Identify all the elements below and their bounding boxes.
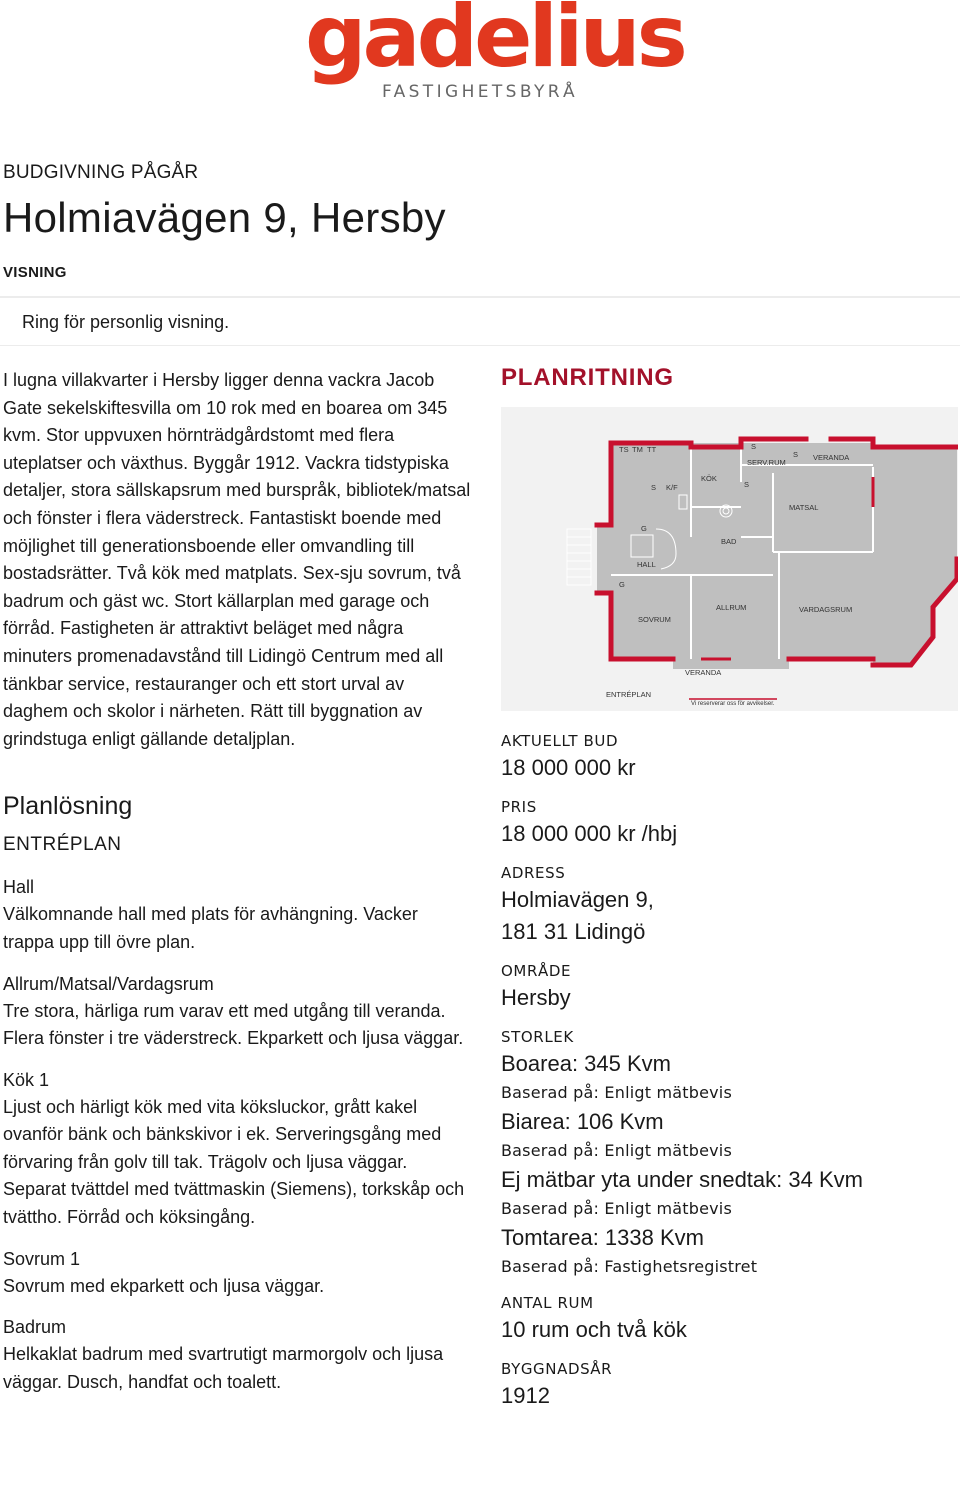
- fact-value: Ej mätbar yta under snedtak: 34 Kvm: [501, 1167, 863, 1192]
- fact-antal-rum: [501, 1292, 956, 1346]
- label-bad: BAD: [721, 537, 737, 546]
- room-name: Hall: [3, 877, 35, 898]
- brand-logo-wordmark: gadelius: [305, 0, 684, 87]
- room-name: Allrum/Matsal/Vardagsrum: [3, 973, 214, 994]
- label-tm: TM: [632, 445, 643, 454]
- fact-value: Tomtarea: 1338 Kvm: [501, 1225, 704, 1250]
- fact-value: Biarea: 106 Kvm: [501, 1109, 664, 1134]
- room-name: Sovrum 1: [3, 1248, 81, 1269]
- label-kf: K/F: [666, 483, 678, 492]
- divider: [0, 345, 960, 346]
- label-s: S: [793, 450, 799, 459]
- label-g: G: [619, 580, 625, 589]
- fact-source: Baserad på: Enligt mätbevis: [501, 1141, 732, 1160]
- label-veranda-bottom: VERANDA: [685, 668, 722, 677]
- room-description: Tre stora, härliga rum varav ett med utgång till veranda. Flera fönster i tre väderstreck. Ekparkett och ljusa väggar.: [3, 1000, 464, 1049]
- fact-byggnadsar: [501, 1358, 956, 1412]
- fact-source: Baserad på: Fastighetsregistret: [501, 1257, 758, 1276]
- room-item: [3, 1066, 473, 1232]
- label-kok: KÖK: [701, 474, 717, 483]
- fact-aktuellt-bud: [501, 730, 956, 784]
- label-allrum: ALLRUM: [716, 603, 747, 612]
- floor-heading: ENTRÉPLAN: [3, 834, 122, 856]
- label-ts: TS: [619, 445, 629, 454]
- page-title: Holmiavägen 9, Hersby: [3, 194, 446, 241]
- fact-label: STORLEK: [501, 1028, 574, 1046]
- label-matsal: MATSAL: [789, 503, 819, 512]
- fact-adress: [501, 862, 956, 948]
- planlosning-heading: Planlösning: [3, 792, 133, 821]
- fact-label: ANTAL RUM: [501, 1294, 594, 1312]
- room-name: Kök 1: [3, 1069, 50, 1090]
- room-description: Sovrum med ekparkett och ljusa väggar.: [3, 1275, 325, 1296]
- visning-label: VISNING: [3, 264, 67, 281]
- fact-label: AKTUELLT BUD: [501, 732, 619, 750]
- floor-area: [597, 443, 957, 669]
- planritning-heading: PLANRITNING: [501, 364, 674, 391]
- fact-value: 181 31 Lidingö: [501, 919, 646, 944]
- room-item: [3, 873, 473, 956]
- listing-status: BUDGIVNING PÅGÅR: [3, 162, 199, 183]
- label-hall: HALL: [637, 560, 656, 569]
- divider: [0, 296, 960, 298]
- room-item: [3, 970, 473, 1053]
- room-description: Helkaklat badrum med svartrutigt marmorgolv och ljusa väggar. Dusch, handfat och toalett.: [3, 1344, 444, 1392]
- fact-source: Baserad på: Enligt mätbevis: [501, 1199, 732, 1218]
- label-servrum: SERV.RUM: [747, 458, 786, 467]
- fact-value: Boarea: 345 Kvm: [501, 1051, 671, 1076]
- floorplan-drawing: [501, 407, 958, 711]
- fact-value: Hersby: [501, 985, 571, 1010]
- fact-label: OMRÅDE: [501, 962, 572, 980]
- label-sovrum: SOVRUM: [638, 615, 671, 624]
- room-item: [3, 1245, 473, 1301]
- label-vardagsrum: VARDAGSRUM: [799, 605, 853, 614]
- floorplan-image[interactable]: [501, 407, 958, 711]
- listing-description-column: [3, 367, 473, 1396]
- facts-list: [501, 730, 956, 1424]
- listing-description: I lugna villakvarter i Hersby ligger denna vackra Jacob Gate sekelskiftesvilla om 10 rok med en boarea om 345 kvm. Stor uppvuxen hörnträdgårdstomt med flera uteplatser och växthus. Byggår 1912. Vackra tidstypiska detaljer, stora sällskapsrum med burspråk, bibliotek/matsal och fönster i flera väderstreck. Fantastiskt boende med möjlighet till generationsboende eller omvandling till bostadsrätter. Två kök med matplats. Sex-sju sovrum, två badrum och gäst wc. Stort källarplan med garage och förråd. Fastigheten är attraktivt beläget med några minuters promenadavstånd till Lidingö Centrum med all tänkbar service, restauranger och ett stort urval av daghem och skolor i närheten. Rätt till byggnation av grindstuga enligt gällande detaljplan.: [3, 370, 471, 749]
- fact-value: 10 rum och två kök: [501, 1317, 687, 1342]
- label-entreplan: ENTRÉPLAN: [606, 690, 652, 699]
- room-name: Badrum: [3, 1317, 67, 1338]
- label-tt: TT: [647, 445, 657, 454]
- room-item: [3, 1313, 473, 1396]
- fact-value: Holmiavägen 9,: [501, 887, 654, 912]
- room-description: Ljust och härligt kök med vita köksluckor, grått kakel ovanför bänk och bänkskivor i ek. Serveringsgång med förvaring från golv till tak. Trägolv och ljusa väggar. Separat tvättdel med tvättmaskin (Siemens), torkskåp och tvättho. Förråd och köksingång.: [3, 1096, 465, 1228]
- fact-omrade: [501, 960, 956, 1014]
- fact-value: 1912: [501, 1383, 550, 1408]
- fact-label: PRIS: [501, 798, 537, 816]
- label-s: S: [651, 483, 657, 492]
- room-description: Välkomnande hall med plats för avhängning. Vacker trappa upp till övre plan.: [3, 904, 418, 952]
- label-s: S: [744, 480, 750, 489]
- brand-logo[interactable]: [305, 0, 684, 105]
- fact-pris: [501, 796, 956, 850]
- label-veranda-top: VERANDA: [813, 453, 850, 462]
- fact-storlek: [501, 1026, 956, 1280]
- fact-value: 18 000 000 kr /hbj: [501, 821, 678, 846]
- fact-label: ADRESS: [501, 864, 566, 882]
- fact-value: 18 000 000 kr: [501, 755, 636, 780]
- floorplan-disclaimer: Vi reserverar oss för avvikelser.: [691, 701, 775, 707]
- label-g: G: [641, 524, 647, 533]
- fact-label: BYGGNADSÅR: [501, 1360, 613, 1378]
- visning-text: Ring för personlig visning.: [22, 312, 230, 332]
- label-s: S: [751, 442, 757, 451]
- fact-source: Baserad på: Enligt mätbevis: [501, 1083, 732, 1102]
- brand-logo-subtitle: FASTIGHETSBYRÅ: [381, 82, 579, 102]
